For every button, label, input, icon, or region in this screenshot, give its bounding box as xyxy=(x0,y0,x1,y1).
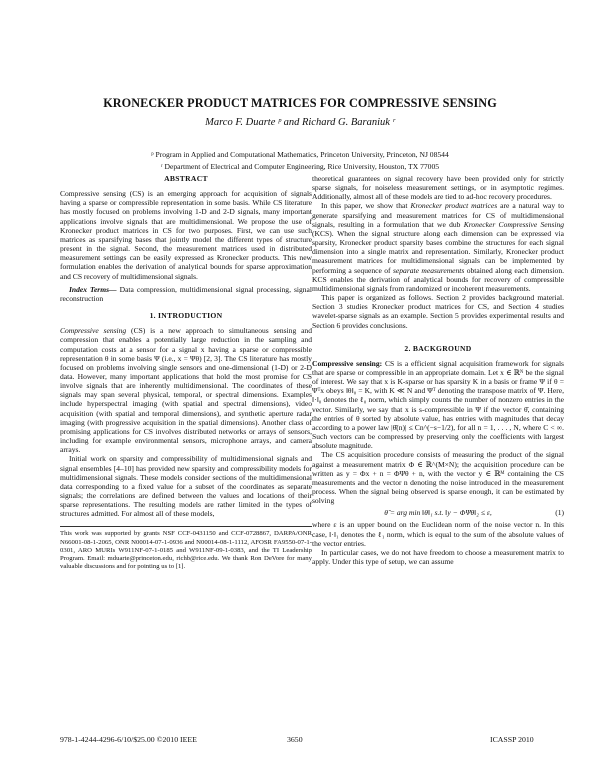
affiliation-princeton: ᵖ Program in Applied and Computational Mathematics, Princeton University, Princeton, NJ 08544 xyxy=(151,150,449,159)
right-paragraph-1: theoretical guarantees on signal recovery have been provided only for strictly sparse signals, for noiseless measurement settings, or in asymptotic regimes. Additionally, almost all of these models are tied to ad-hoc recovery procedures. xyxy=(312,174,564,202)
footer-page-number: 3650 xyxy=(287,735,303,744)
left-column xyxy=(60,174,312,571)
abstract-heading: ABSTRACT xyxy=(164,174,208,183)
abstract-text: Compressive sensing (CS) is an emerging approach for acquisition of signals having a sparse or compressible representation in some basis. While CS literature has mostly focused on problems involving 1-D and 2-D signals, many important applications involve signals that are multidimensional. We propose the use of Kronecker product matrices in CS for two purposes. First, we can use such matrices as sparsifying bases that jointly model the different types of structure present in the signal. Second, the measurement matrices used in distributed measurement settings can be easily expressed as Kronecker products. This new formulation enables the derivation of analytical bounds for sparse approximation and CS recovery of multidimensional signals. xyxy=(60,189,312,281)
p2-part-b: are a natural way to generate sparsifying and measurement matrices for CS of multidimensional signals, resulting in a formulation that we dub xyxy=(312,201,564,229)
intro-p1-text: (CS) is a new approach to simultaneous sensing and compression that enables a potentially large reduction in the sampling and computation costs at a sensor for a signal x having a sparse or compressible representation θ in some basis Ψ (i.e., x = Ψθ) [2, 3]. The CS literature has mostly focused on problems involving single sensors and one-dimensional (1-D) or 2-D data. However, many important applications that hold the most promise for CS involve signals that are inherently multidimensional. The coordinates of these signals may span several physical, temporal, or spectral dimensions. Examples include hyperspectral imaging (with spatial and spectral dimensions), video acquisition (with spatial and temporal dimensions), and synthetic aperture radar imaging (with progressive acquisition in the spatial dimensions). Another class of promising applications for CS involves distributed networks or arrays of sensors, including for example environmental sensors, microphone arrays, and camera arrays. xyxy=(60,326,312,455)
p2-emphasis-separate: separate measurements xyxy=(393,265,465,275)
background-paragraph-3: where ε is an upper bound on the Euclidean norm of the noise vector n. In this case, ‖·‖₁ denotes the ℓ₁ norm, which is equal to the sum of the absolute values of the vector entries. xyxy=(312,520,564,548)
p2-part-a: In this paper, we show that xyxy=(321,201,411,211)
p2-emphasis-kronecker-matrices: Kronecker product matrices xyxy=(410,201,498,211)
equation-1-body: θ̂ = arg min ‖θ‖₁ s.t. ‖y − ΦΨθ‖₂ ≤ ε, xyxy=(384,508,492,518)
intro-paragraph-1 xyxy=(60,326,312,454)
p2-part-c: (KCS). When the signal structure along each dimension can be expressed via sparsity, Kronecker product sparsity bases combine the structures for each signal dimension into a single matrix and representation. Similarly, Kronecker product measurement matrices for multidimensional signals can be implemented by performing a sequence of xyxy=(312,228,564,275)
affiliation-rice: ʳ Department of Electrical and Computer Engineering, Rice University, Houston, TX 77005 xyxy=(160,162,440,171)
equation-1 xyxy=(312,508,564,517)
right-column xyxy=(312,174,564,566)
intro-paragraph-2: Initial work on sparsity and compressibility of multidimensional signals and signal ensembles [4–10] has provided new sparsity and compressibility models for multidimensional signals. These models consider sections of the multidimensional data corresponding to a fixed value for a subset of the coordinates as separate signals; the correlations are defined between the values and locations of their sparse representations. The resulting models are rather limited in the types of structures admitted. For almost all of these models, xyxy=(60,454,312,519)
right-paragraph-3: This paper is organized as follows. Section 2 provides background material. Section 3 studies Kronecker product matrices for CS, and Section 4 studies wavelet-sparse signals as an example. Section 5 provides experimental results and Section 6 provides conclusions. xyxy=(312,293,564,330)
p2-emphasis-kcs: Kronecker Compressive Sensing xyxy=(463,219,564,229)
intro-heading: 1. INTRODUCTION xyxy=(149,311,223,321)
paper-authors: Marco F. Duarte ᵖ and Richard G. Baraniuk ʳ xyxy=(205,117,395,128)
index-terms xyxy=(60,285,312,303)
background-p1-text: CS is a efficient signal acquisition framework for signals that are sparse or compressible in an appropriate domain. Let x ∈ ℝᴺ be the signal of interest. We say that x is K-sparse or has sparsity K in a basis or frame Ψ if θ = Ψᵀx obeys ‖θ‖₀ = K, with K ≪ N and Ψᵀ denoting the transpose matrix of Ψ. Here, ‖·‖₀ denotes the ℓ₀ norm, which simply counts the number of nonzero entries in the vector. Similarly, we say that x is s-compressible in Ψ if the vector θ̂, containing the entries of θ sorted by absolute value, has entries with magnitudes that decay according to a power law |θ̂(n)| ≤ Cn^(−s−1/2), for all n = 1, . . . , N, where C < ∞. Such vectors can be compressed by preserving only the coefficients with largest absolute magnitude. xyxy=(312,358,564,451)
cs-lead-term: Compressive sensing: xyxy=(312,358,383,368)
equation-1-number: (1) xyxy=(555,508,564,518)
index-terms-text: Data compression, multidimensional signal processing, signal reconstruction xyxy=(60,284,312,303)
background-heading: 2. BACKGROUND xyxy=(404,343,472,353)
footer-conference: ICASSP 2010 xyxy=(490,735,534,744)
right-paragraph-2 xyxy=(312,201,564,293)
background-paragraph-1 xyxy=(312,359,564,451)
intro-lead-term: Compressive sensing xyxy=(60,326,127,336)
paper-title: KRONECKER PRODUCT MATRICES FOR COMPRESSIVE SENSING xyxy=(103,96,497,110)
p2-part-d: obtained along each dimension. KCS enables the derivation of analytical bounds for recovery of compressible multidimensional signals from randomized or incoherent measurements. xyxy=(312,265,564,293)
index-terms-label: Index Terms— xyxy=(69,284,117,294)
background-paragraph-4: In particular cases, we do not have freedom to choose a measurement matrix to apply. Under this type of setup, we can assume xyxy=(312,547,564,567)
funding-footnote: This work was supported by grants NSF CCF-0431150 and CCF-0728867, DARPA/ONR N66001-08-1-2065, ONR N00014-07-1-0936 and N00014-08-1-1112, AFOSR FA9550-07-1-0301, ARO MURIs W911NF-07-1-0185 and W911NF-09-1-0383, and the TI Leadership Program. Email: mduarte@princeton.edu, richb@rice.edu. We thank Ron DeVore for many valuable discussions and for pointing us to [1]. xyxy=(60,526,312,571)
background-paragraph-2: The CS acquisition procedure consists of measuring the product of the signal against a measurement matrix Φ ∈ ℝ^(M×N); the acquisition procedure can be written as y = Φx + n = ΦΨθ + n, with the vector y ∈ ℝᴹ containing the CS measurements and the vector n denoting the noise introduced in the measurement process. When the signal being observed is sparse enough, it can be estimated by solving xyxy=(312,450,564,506)
footer-isbn: 978-1-4244-4296-6/10/$25.00 ©2010 IEEE xyxy=(60,735,197,744)
